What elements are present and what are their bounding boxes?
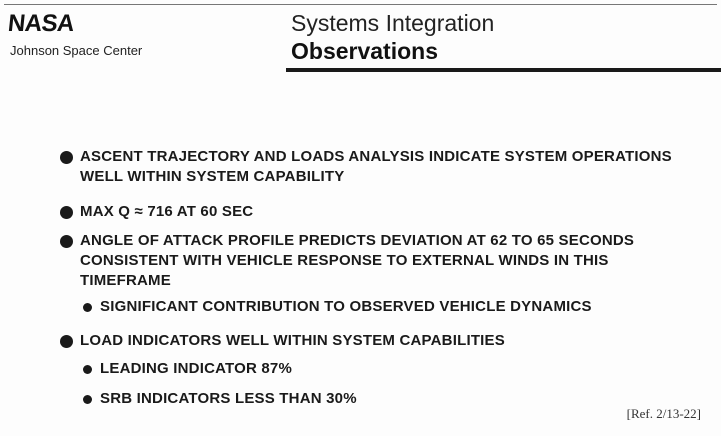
nasa-logo: NASA	[6, 10, 76, 37]
center-name: Johnson Space Center	[10, 43, 143, 58]
sub-bullet-item: SRB INDICATORS LESS THAN 30%	[80, 389, 708, 409]
bullet-item: ANGLE OF ATTACK PROFILE PREDICTS DEVIATION AT 62 TO 65 SECONDS CONSISTENT WITH VEHICLE RESPONSE TO EXTERNAL WINDS IN THIS TIMEFRAME	[58, 231, 690, 291]
sub-bullet-item: LEADING INDICATOR 87%	[80, 359, 708, 379]
bullet-item: LOAD INDICATORS WELL WITHIN SYSTEM CAPABILITIES	[58, 331, 708, 351]
top-border-rule	[4, 4, 717, 5]
title-line-2: Observations	[291, 38, 438, 64]
reference-note: [Ref. 2/13-22]	[626, 406, 701, 421]
bullet-item: ASCENT TRAJECTORY AND LOADS ANALYSIS INDICATE SYSTEM OPERATIONS WELL WITHIN SYSTEM CAPABILITY	[58, 147, 680, 187]
title-underline-rule	[286, 68, 721, 72]
bullet-item: MAX Q ≈ 716 AT 60 SEC	[58, 202, 708, 222]
sub-bullet-item: SIGNIFICANT CONTRIBUTION TO OBSERVED VEHICLE DYNAMICS	[80, 297, 708, 317]
title-line-1: Systems Integration	[291, 10, 495, 36]
slide-title	[291, 12, 494, 63]
bullet-list	[58, 147, 708, 409]
